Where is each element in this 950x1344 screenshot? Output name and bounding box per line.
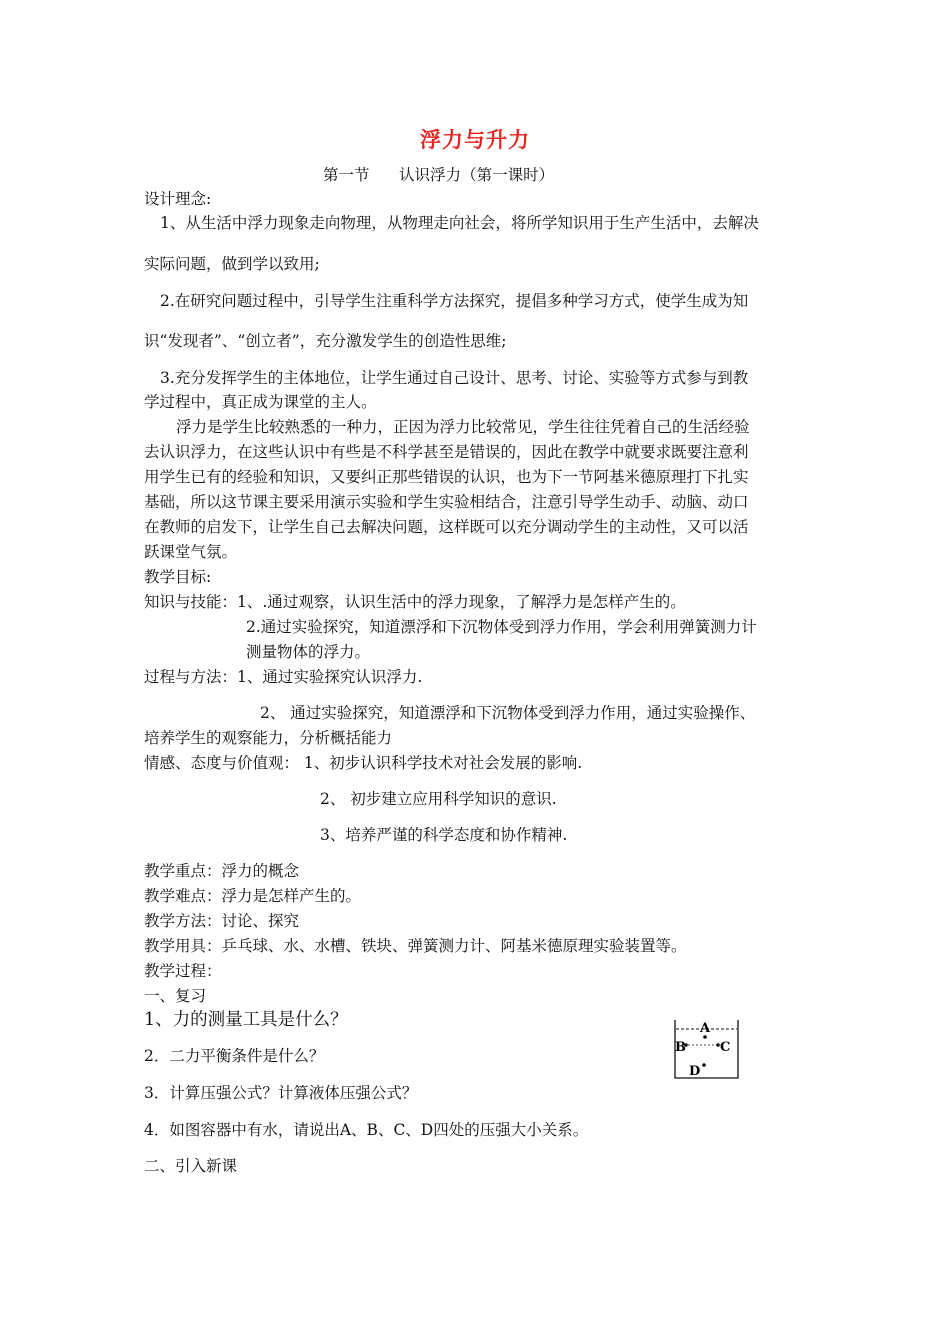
attitude-values-line: 2、 初步建立应用科学知识的意识.	[320, 790, 557, 808]
review-heading: 一、复习	[144, 987, 207, 1005]
knowledge-skills-line: 2.通过实验探究，知道漂浮和下沉物体受到浮力作用，学会利用弹簧测力计	[246, 618, 757, 636]
knowledge-skills-line: 测量物体的浮力。	[246, 643, 371, 661]
paragraph-line: 学过程中，真正成为课堂的主人。	[144, 393, 377, 411]
question-2: 2．二力平衡条件是什么？	[144, 1047, 325, 1065]
paragraph-line: 用学生已有的经验和知识，又要纠正那些错误的认识，也为下一节阿基米德原理打下扎实	[144, 468, 749, 486]
process-method-line: 培养学生的观察能力，分析概括能力	[144, 729, 393, 747]
label-c: C	[720, 1040, 731, 1055]
new-lesson-heading: 二、引入新课	[144, 1157, 238, 1175]
section-subtitle: 第一节 认识浮力（第一课时）	[323, 166, 555, 184]
process-method-line: 过程与方法：1、通过实验探究认识浮力.	[144, 668, 423, 686]
paragraph-line: 3.充分发挥学生的主体地位，让学生通过自己设计、思考、讨论、实验等方式参与到教	[160, 369, 749, 387]
paragraph-line: 基础，所以这节课主要采用演示实验和学生实验相结合，注意引导学生动手、动脑、动口	[144, 493, 749, 511]
question-3: 3．计算压强公式？计算液体压强公式？	[144, 1084, 418, 1102]
label-a: A	[700, 1021, 711, 1036]
question-1: 1、力的测量工具是什么？	[144, 1010, 348, 1030]
water-container-diagram	[672, 1018, 742, 1080]
key-point-line: 教学重点：浮力的概念	[144, 862, 300, 880]
paragraph-line: 2.在研究问题过程中，引导学生注重科学方法探究，提倡多种学习方式，使学生成为知	[160, 292, 749, 310]
paragraph-line: 跃课堂气氛。	[144, 543, 238, 561]
point-d-dot	[702, 1063, 706, 1067]
difficulty-line: 教学难点：浮力是怎样产生的。	[144, 887, 362, 905]
label-d: D	[689, 1064, 701, 1079]
process-method-line: 2、 通过实验探究，知道漂浮和下沉物体受到浮力作用，通过实验操作、	[260, 704, 756, 722]
paragraph-line: 去认识浮力，在这些认识中有些是不科学甚至是错误的，因此在教学中就要求既要注意利	[144, 443, 749, 461]
teaching-process-heading: 教学过程：	[144, 962, 222, 980]
attitude-values-line: 情感、态度与价值观： 1、初步认识科学技术对社会发展的影响.	[144, 754, 583, 772]
document-title: 浮力与升力	[420, 127, 530, 152]
paragraph-line: 浮力是学生比较熟悉的一种力，正因为浮力比较常见，学生往往凭着自己的生活经验	[176, 418, 750, 436]
paragraph-line: 识“发现者”、“创立者”，充分激发学生的创造性思维;	[144, 332, 507, 350]
question-4: 4．如图容器中有水，请说出A、B、C、D四处的压强大小关系。	[144, 1121, 589, 1139]
attitude-values-line: 3、培养严谨的科学态度和协作精神.	[320, 826, 568, 844]
label-b: B	[675, 1040, 686, 1055]
paragraph-line: 实际问题，做到学以致用;	[144, 255, 320, 273]
teaching-tools-line: 教学用具：乒乓球、水、水槽、铁块、弹簧测力计、阿基米德原理实验装置等。	[144, 937, 687, 955]
paragraph-line: 1、从生活中浮力现象走向物理，从物理走向社会，将所学知识用于生产生活中，去解决	[160, 214, 759, 232]
teaching-goals-heading: 教学目标:	[144, 568, 212, 586]
knowledge-skills-line: 知识与技能：1、.通过观察，认识生活中的浮力现象，了解浮力是怎样产生的。	[144, 593, 686, 611]
paragraph-line: 在教师的启发下，让学生自己去解决问题，这样既可以充分调动学生的主动性，又可以活	[144, 518, 749, 536]
method-line: 教学方法：讨论、探究	[144, 912, 300, 930]
design-concept-heading: 设计理念:	[144, 190, 212, 208]
